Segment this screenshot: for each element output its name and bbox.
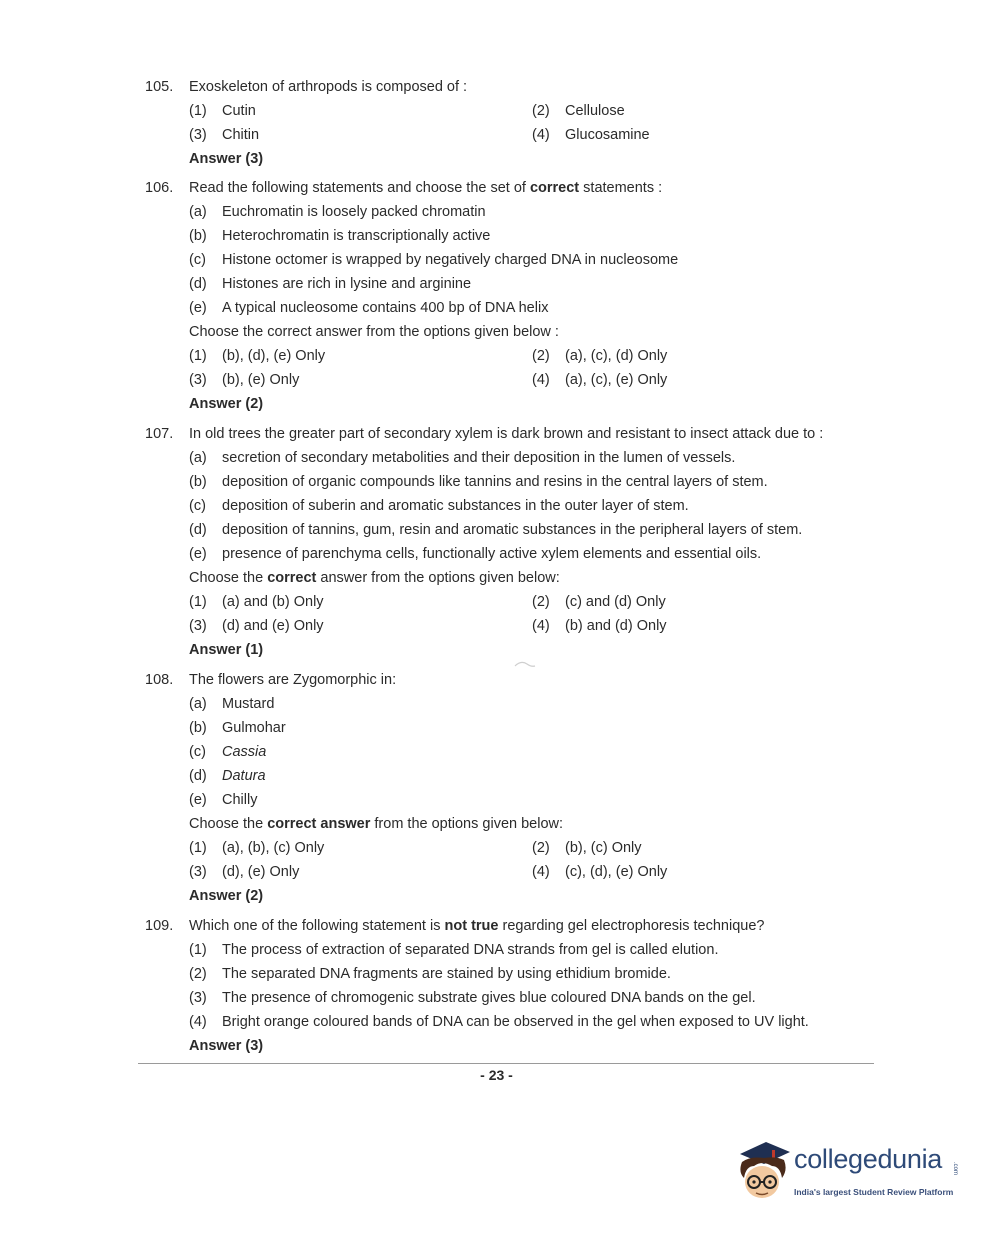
- statement-d: (d) Histones are rich in lysine and arginine: [189, 276, 472, 292]
- statement-b: (b) deposition of organic compounds like tannins and resins in the central layers of stem.: [189, 474, 768, 490]
- question-105: [145, 75, 835, 171]
- option-1: (1) (b), (d), (e) Only: [189, 348, 326, 364]
- option-1: (1) (a) and (b) Only: [189, 594, 324, 610]
- option-4: (4) (c), (d), (e) Only: [532, 864, 668, 880]
- option-1: (1) The process of extraction of separated DNA strands from gel is called elution.: [189, 942, 719, 958]
- statement-c: (c) deposition of suberin and aromatic substances in the outer layer of stem.: [189, 498, 689, 514]
- logo-wordmark: collegedunia: [794, 1144, 943, 1174]
- answer: Answer (3): [189, 1038, 264, 1054]
- question-108: [145, 668, 835, 908]
- choose-instruction: Choose the correct answer from the options given below:: [189, 570, 560, 586]
- option-2: (2) The separated DNA fragments are stained by using ethidium bromide.: [189, 966, 671, 982]
- option-2: (2) Cellulose: [532, 103, 625, 119]
- statement-c: (c) Histone octomer is wrapped by negatively charged DNA in nucleosome: [189, 252, 679, 268]
- statement-e: (e) Chilly: [189, 792, 258, 808]
- option-1: (1) (a), (b), (c) Only: [189, 840, 325, 856]
- statement-a: (a) secretion of secondary metabolities and their deposition in the lumen of vessels.: [189, 450, 736, 466]
- statement-e: (e) A typical nucleosome contains 400 bp of DNA helix: [189, 300, 549, 316]
- statement-b: (b) Heterochromatin is transcriptionally active: [189, 228, 491, 244]
- option-3: (3) Chitin: [189, 127, 260, 143]
- mascot-icon: [732, 1136, 794, 1211]
- statement-d: (d) Datura: [189, 768, 266, 784]
- option-1: (1) Cutin: [189, 103, 256, 119]
- question-number: 106.: [145, 180, 174, 196]
- choose-instruction: Choose the correct answer from the options given below:: [189, 816, 564, 832]
- answer: Answer (3): [189, 151, 264, 167]
- option-3: (3) (b), (e) Only: [189, 372, 300, 388]
- footer-divider: [138, 1063, 874, 1064]
- question-number: 107.: [145, 426, 174, 442]
- statement-c: (c) Cassia: [189, 744, 267, 760]
- question-107: [145, 422, 835, 662]
- option-4: (4) Bright orange coloured bands of DNA can be observed in the gel when exposed to UV light.: [189, 1014, 809, 1030]
- logo-com: .com: [952, 1162, 958, 1176]
- option-2: (2) (a), (c), (d) Only: [532, 348, 668, 364]
- question-text: Read the following statements and choose the set of correct statements :: [189, 180, 663, 196]
- question-number: 108.: [145, 672, 174, 688]
- statement-a: (a) Mustard: [189, 696, 275, 712]
- question-106: [145, 176, 835, 416]
- statement-b: (b) Gulmohar: [189, 720, 286, 736]
- logo-tagline: India's largest Student Review Platform: [794, 1187, 954, 1197]
- answer: Answer (2): [189, 396, 264, 412]
- option-2: (2) (b), (c) Only: [532, 840, 642, 856]
- option-3: (3) (d), (e) Only: [189, 864, 300, 880]
- question-text: The flowers are Zygomorphic in:: [189, 672, 397, 688]
- statement-d: (d) deposition of tannins, gum, resin and aromatic substances in the peripheral layers of stem.: [189, 522, 803, 538]
- page-number: - 23 -: [480, 1067, 513, 1083]
- question-number: 105.: [145, 79, 174, 95]
- answer: Answer (2): [189, 888, 264, 904]
- question-text: Exoskeleton of arthropods is composed of :: [189, 79, 468, 95]
- statement-e: (e) presence of parenchyma cells, functionally active xylem elements and essential oils.: [189, 546, 762, 562]
- option-4: (4) (a), (c), (e) Only: [532, 372, 668, 388]
- option-2: (2) (c) and (d) Only: [532, 594, 666, 610]
- answer: Answer (1): [189, 642, 264, 658]
- statement-a: (a) Euchromatin is loosely packed chromatin: [189, 204, 486, 220]
- option-4: (4) Glucosamine: [532, 127, 650, 143]
- question-number: 109.: [145, 918, 174, 934]
- option-4: (4) (b) and (d) Only: [532, 618, 667, 634]
- question-text: Which one of the following statement is not true regarding gel electrophoresis technique?: [189, 918, 765, 934]
- choose-instruction: Choose the correct answer from the options given below :: [189, 324, 559, 340]
- collegedunia-logo: [732, 1136, 962, 1211]
- option-3: (3) The presence of chromogenic substrate gives blue coloured DNA bands on the gel.: [189, 990, 756, 1006]
- question-text: In old trees the greater part of secondary xylem is dark brown and resistant to insect attack due to :: [189, 426, 824, 442]
- question-109: [145, 914, 835, 1058]
- option-3: (3) (d) and (e) Only: [189, 618, 324, 634]
